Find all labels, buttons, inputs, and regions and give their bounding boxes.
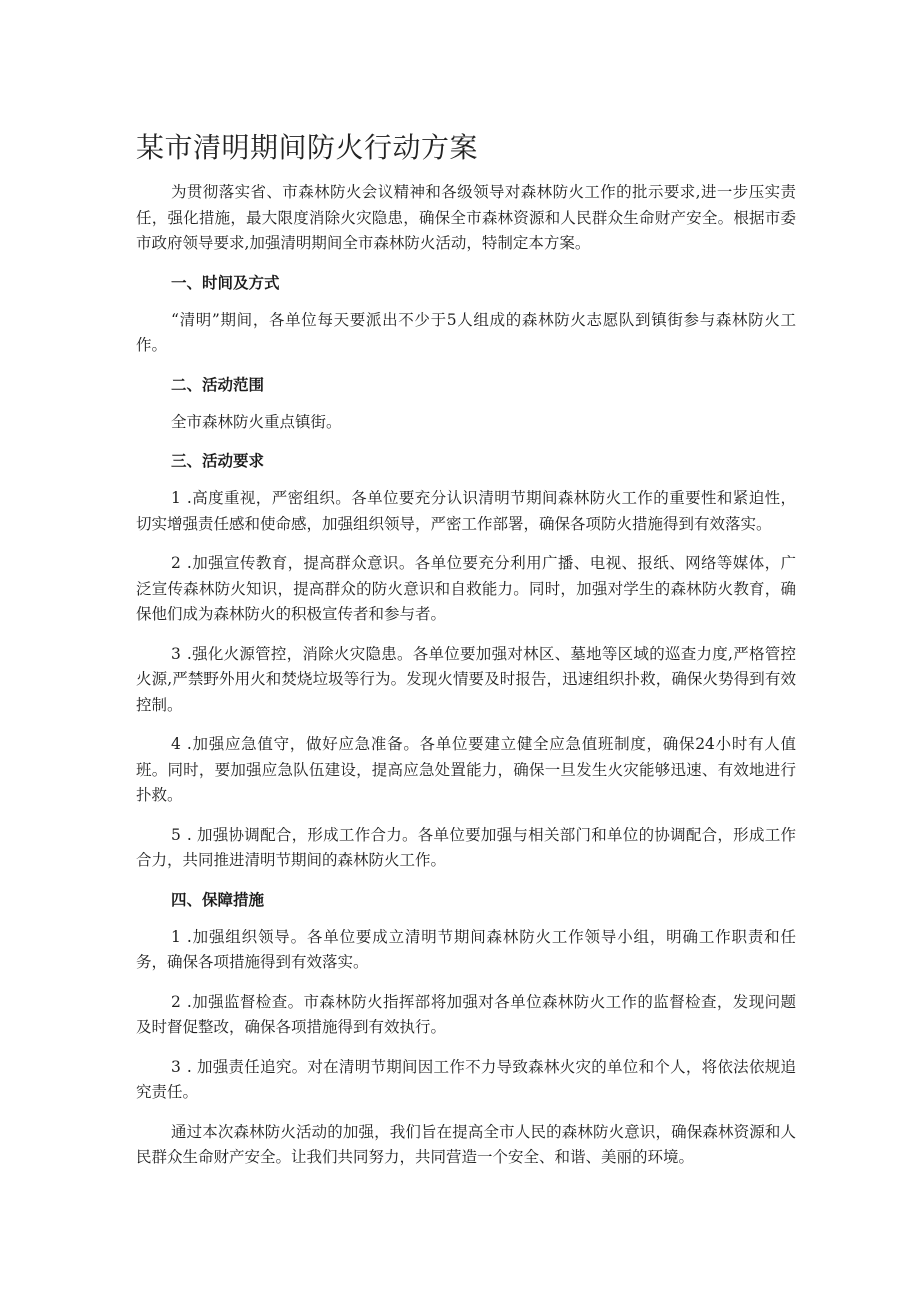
item-number: 1 bbox=[171, 927, 181, 946]
document-page bbox=[136, 128, 796, 1185]
safeguard-item bbox=[136, 990, 796, 1041]
item-number: 3 bbox=[171, 1057, 181, 1076]
requirement-item bbox=[136, 732, 796, 809]
item-number: 5 bbox=[171, 825, 181, 844]
section-heading-scope: 二、活动范围 bbox=[171, 375, 265, 394]
safeguard-item bbox=[136, 925, 796, 976]
section-heading-time: 一、时间及方式 bbox=[171, 273, 280, 292]
document-title: 某市清明期间防火行动方案 bbox=[136, 131, 479, 164]
item-number: 1 bbox=[171, 489, 181, 507]
section-text-time: “清明”期间，各单位每天要派出不少于5人组成的森林防火志愿队到镇街参与森林防火工作。 bbox=[136, 310, 796, 354]
requirement-item bbox=[136, 642, 796, 719]
item-text: . 加强协调配合，形成工作合力。各单位要加强与相关部门和单位的协调配合，形成工作合力，共同推进清明节期间的森林防火工作。 bbox=[136, 825, 796, 869]
item-number: 4 bbox=[171, 735, 181, 753]
safeguard-item bbox=[136, 1055, 796, 1106]
section-heading-requirements: 三、活动要求 bbox=[171, 452, 265, 470]
item-number: 2 bbox=[171, 554, 181, 572]
item-text: . 加强责任追究。对在清明节期间因工作不力导致森林火灾的单位和个人，将依法依规追究责任。 bbox=[136, 1057, 796, 1101]
intro-paragraph: 为贯彻落实省、市森林防火会议精神和各级领导对森林防火工作的批示要求,进一步压实责任，强化措施，最大限度消除火灾隐患，确保全市森林资源和人民群众生命财产安全。根据市委市政府领导要求,加强清明期间全市森林防火活动，特制定本方案。 bbox=[136, 183, 796, 252]
requirement-item bbox=[136, 486, 796, 537]
item-text: .加强监督检查。市森林防火指挥部将加强对各单位森林防火工作的监督检查，发现问题及时督促整改，确保各项措施得到有效执行。 bbox=[136, 992, 796, 1036]
section-heading-safeguards: 四、保障措施 bbox=[171, 890, 265, 909]
item-text: .强化火源管控，消除火灾隐患。各单位要加强对林区、墓地等区域的巡查力度,严格管控火源,严禁野外用火和焚烧垃圾等行为。发现火情要及时报告，迅速组织扑救，确保火势得到有效控制。 bbox=[136, 644, 796, 714]
requirement-item bbox=[136, 823, 796, 874]
item-text: .高度重视，严密组织。各单位要充分认识清明节期间森林防火工作的重要性和紧迫性，切实增强责任感和使命感，加强组织领导，严密工作部署，确保各项防火措施得到有效落实。 bbox=[136, 489, 796, 533]
requirement-item bbox=[136, 551, 796, 628]
section-text-scope: 全市森林防火重点镇街。 bbox=[171, 412, 342, 431]
item-number: 3 bbox=[171, 644, 181, 663]
closing-paragraph: 通过本次森林防火活动的加强，我们旨在提高全市人民的森林防火意识，确保森林资源和人民群众生命财产安全。让我们共同努力，共同营造一个安全、和谐、美丽的环境。 bbox=[136, 1122, 796, 1166]
item-number: 2 bbox=[171, 992, 181, 1011]
item-text: .加强组织领导。各单位要成立清明节期间森林防火工作领导小组，明确工作职责和任务，确保各项措施得到有效落实。 bbox=[136, 927, 796, 971]
item-text: .加强应急值守，做好应急准备。各单位要建立健全应急值班制度，确保24小时有人值班。同时，要加强应急队伍建设，提高应急处置能力，确保一旦发生火灾能够迅速、有效地进行扑救。 bbox=[136, 735, 796, 804]
item-text: .加强宣传教育，提高群众意识。各单位要充分利用广播、电视、报纸、网络等媒体，广泛宣传森林防火知识，提高群众的防火意识和自救能力。同时，加强对学生的森林防火教育，确保他们成为森林防火的积极宣传者和参与者。 bbox=[136, 554, 796, 623]
